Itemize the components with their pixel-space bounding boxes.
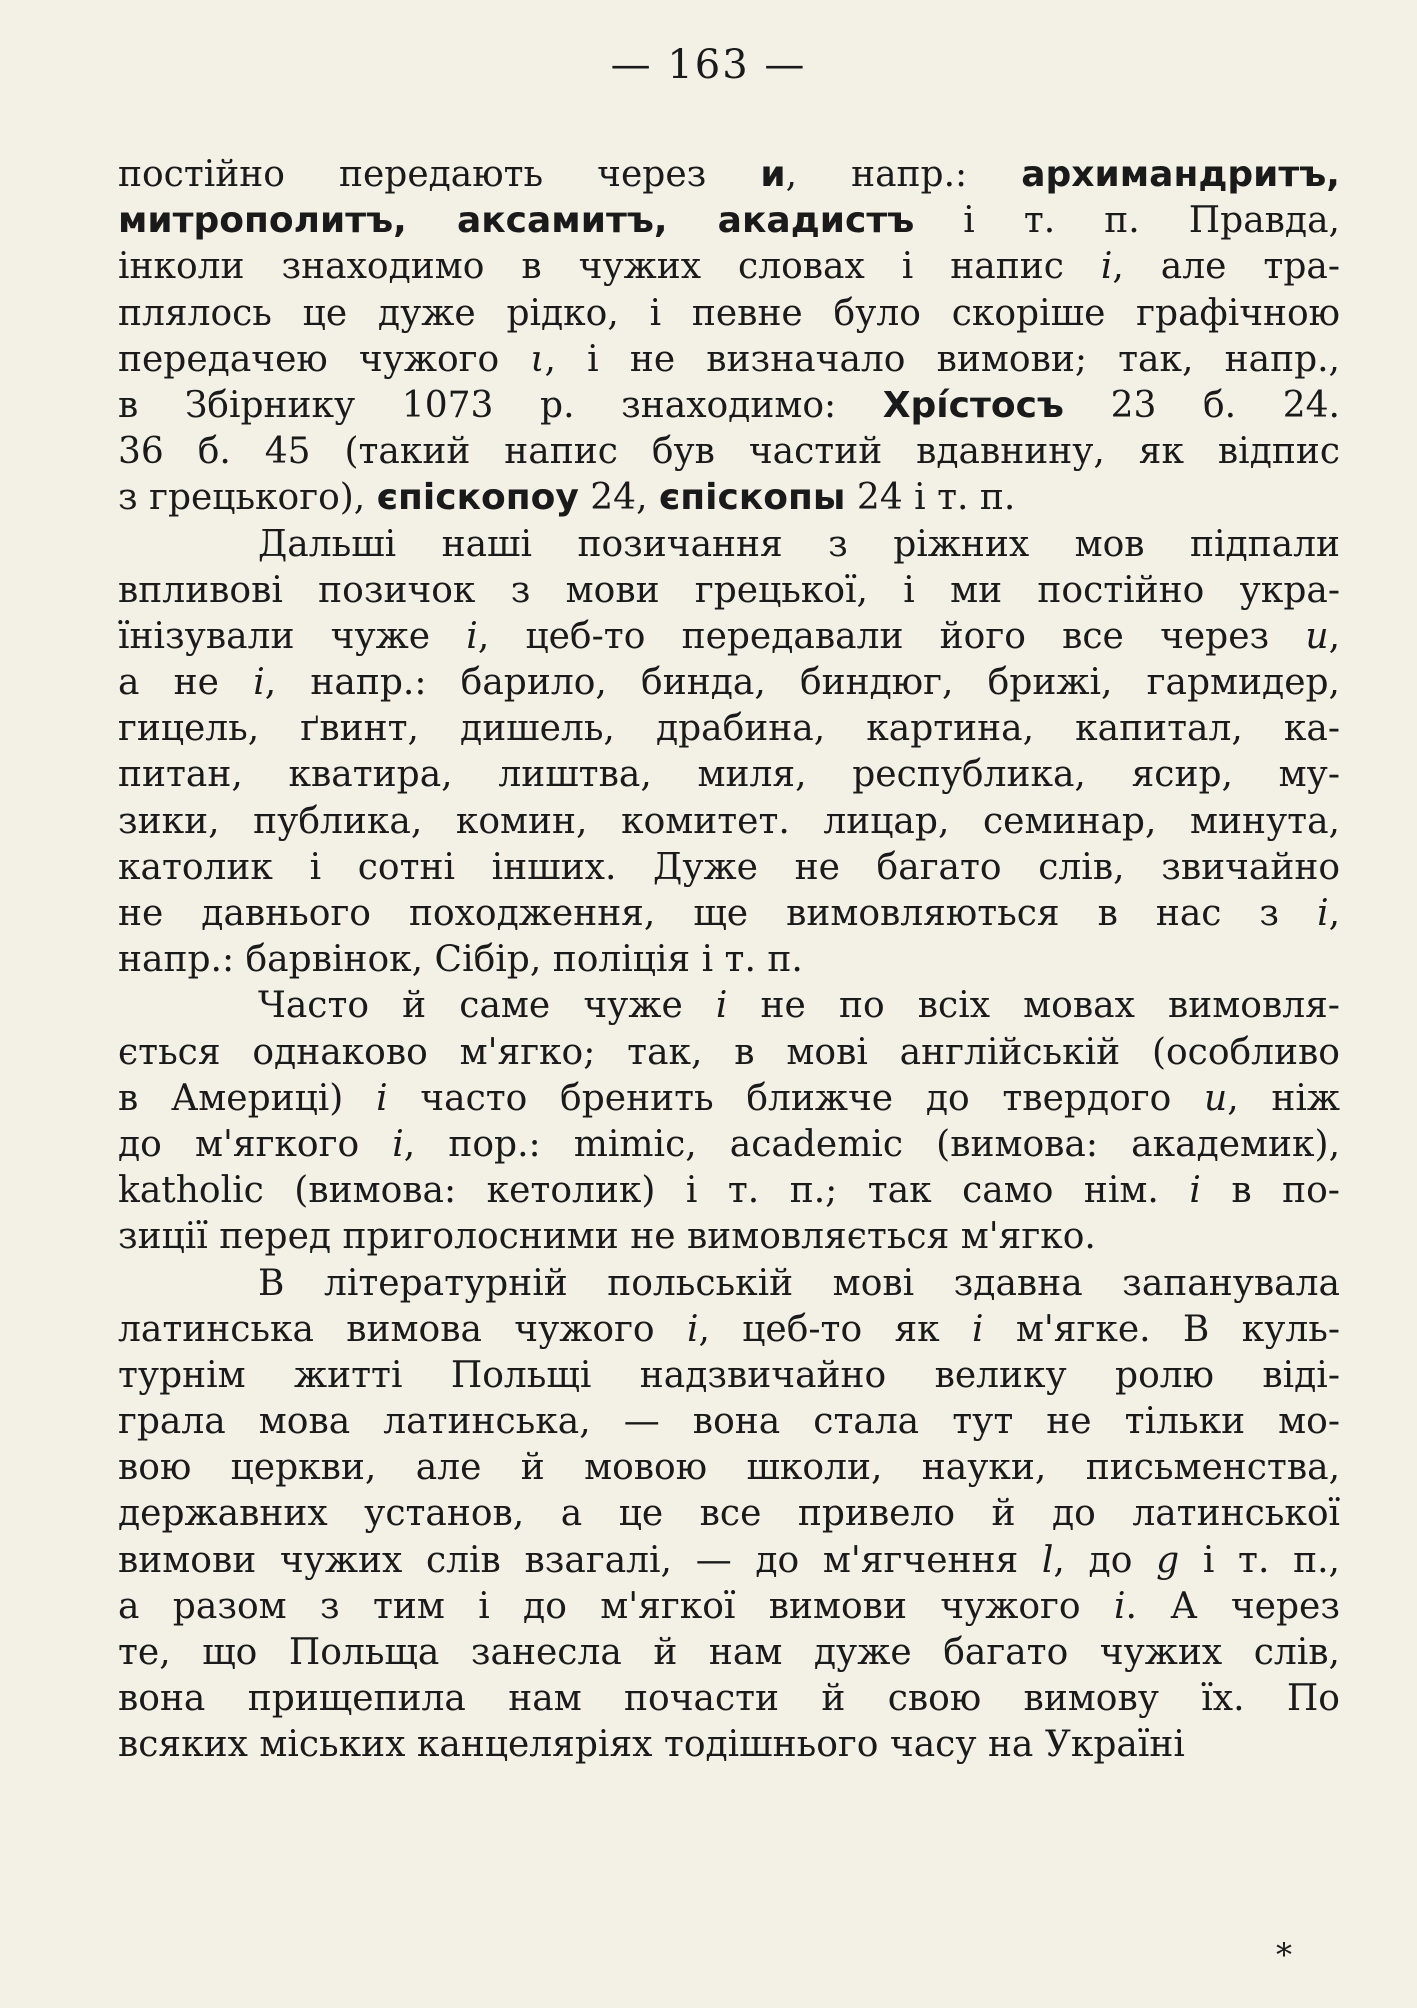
text-run: і [1189,1170,1201,1212]
text-line [118,799,1340,845]
text-line [118,568,1340,614]
text-run: латинська вимова чужого [118,1308,687,1350]
text-run: в Америці) [118,1077,377,1119]
text-run: і [466,615,478,657]
text-line [118,1584,1340,1630]
text-line [118,244,1340,290]
text-line [118,1030,1340,1076]
text-line [118,1261,1340,1307]
text-run: питан, кватира, лиштва, миля, республика, ясир, му- [118,754,1341,796]
body-text [118,152,1340,1769]
text-run: а не [118,662,254,704]
text-run: g [1156,1539,1180,1581]
text-run: інколи знаходимо в чужих словах і напис [118,246,1101,288]
text-run: і [686,1308,699,1350]
church-slavonic-word: Хрі́стосъ [882,384,1064,426]
text-run: ється однаково м'ягко; так, в мові англійській (особливо [118,1031,1340,1073]
text-line [118,1353,1340,1399]
text-run: , напр.: барило, бинда, биндюг, брижі, гармидер, [264,662,1340,704]
text-run: і т. п. Правда, [914,200,1340,242]
text-line [118,152,1340,198]
text-run: 36 б. 45 (такий напис був частий вдавнину, як відпис [118,431,1341,473]
text-run: з грецького), [118,477,377,519]
text-line [118,614,1340,660]
text-line [118,1399,1340,1445]
text-run: державних установ, а це все привело й до латинської [118,1493,1341,1535]
text-run: в Збірнику 1073 р. знаходимо: [118,384,883,426]
text-run: . А через [1125,1585,1340,1627]
text-line [118,1168,1340,1214]
text-run: в по- [1200,1170,1340,1212]
text-line [118,1722,1340,1768]
text-run: не по всіх мовах вимовля- [727,985,1340,1027]
text-run: напр.: барвінок, Сібір, поліція і т. п. [118,939,803,981]
text-run: В літературній польській мові здавна запанувала [258,1262,1340,1304]
text-line [118,891,1340,937]
text-line [118,983,1340,1029]
text-line [118,937,1340,983]
church-slavonic-word: митрополитъ, аксамитъ, акадистъ [118,200,915,242]
text-run: часто бренить ближче до твердого [387,1077,1205,1119]
text-run: а разом з тим і до м'ягкої вимови чужого [118,1585,1114,1627]
text-line [118,198,1340,244]
text-run: 24, [578,477,659,519]
text-run: і [1317,893,1329,934]
text-line [118,1445,1340,1491]
text-run: і [1113,1585,1126,1627]
page-number: — 163 — [610,42,807,88]
text-run: не давнього походження, ще вимовляються в нас з [118,893,1318,934]
text-run: вимови чужих слів взагалі, — до м'ягчення [118,1539,1042,1581]
text-line [118,429,1340,475]
text-line [118,291,1340,337]
text-line [118,337,1340,383]
text-run: м'ягке. В куль- [983,1308,1341,1350]
text-run: те, що Польща занесла й нам дуже багато чужих слів, [118,1632,1340,1673]
text-line [118,845,1340,891]
text-run: грала мова латинська, — вона стала тут не тільки мо- [118,1401,1340,1443]
footnote-mark: * [1276,1936,1292,1974]
text-line [118,1676,1340,1722]
text-run: постійно передають через [118,154,761,195]
text-run: , ніж [1227,1077,1341,1119]
text-run: зиції перед приголосними не вимовляється м'ягко. [118,1216,1096,1258]
text-run: , але тра- [1112,246,1341,288]
text-run: католик і сотні інших. Дуже не багато слів, звичайно [118,846,1341,888]
text-run: і [376,1077,388,1119]
text-run: і [1100,246,1113,288]
text-run: і [715,985,728,1027]
text-line [118,1122,1340,1168]
text-run: і [972,1308,984,1350]
text-run: , [1328,615,1341,657]
text-line [118,706,1340,752]
text-line [118,1538,1340,1584]
text-run: katholic (вимова: кетолик) і т. п.; так само нім. [118,1170,1190,1212]
text-run: їнізували чуже [118,615,467,657]
text-run: 23 б. 24. [1063,384,1340,426]
text-run: и [1305,615,1329,657]
text-line [118,1630,1340,1676]
text-run: , напр.: [785,154,1022,195]
text-run: і [392,1123,404,1165]
text-run: и [1204,1077,1228,1119]
text-run: всяких міських канцеляріях тодішнього часу на Україні [118,1724,1185,1766]
text-run: і т. п., [1179,1539,1340,1581]
text-run: , цеб-то передавали його все через [477,615,1306,657]
text-line [118,383,1340,429]
text-run: зики, публика, комин, комитет. лицар, семинар, минута, [118,800,1340,842]
text-line [118,752,1340,798]
text-run: і [253,662,265,704]
text-line [118,1214,1340,1260]
text-run: до м'ягкого [118,1123,393,1165]
church-slavonic-word: єпіскопы [658,477,846,519]
text-run: плялось це дуже рідко, і певне було скоріше графічною [118,292,1341,334]
text-run: впливові позичок з мови грецької, і ми постійно укра- [118,569,1340,611]
church-slavonic-word: и [760,154,786,195]
text-run: l [1041,1539,1054,1581]
text-line [118,660,1340,706]
text-line [118,1491,1340,1537]
text-run: 24 і т. п. [845,477,1016,519]
text-line [118,1307,1340,1353]
text-run: , цеб-то як [698,1308,973,1350]
text-run: , пор.: mimic, academic (вимова: академик), [403,1123,1341,1165]
church-slavonic-word: архимандритъ, [1021,154,1340,195]
text-line [118,522,1340,568]
text-run: турнім житті Польщі надзвичайно велику ролю віді- [118,1354,1340,1396]
text-run: Часто й саме чуже [258,985,716,1027]
text-line [118,1076,1340,1122]
church-slavonic-word: єпіскопоу [376,477,579,519]
text-run: , [1328,893,1341,934]
text-run: вою церкви, але й мовою школи, науки, письменства, [118,1447,1341,1489]
text-run: , і не визначало вимови; так, напр., [544,338,1341,380]
text-run: ι [530,338,545,380]
text-run: передачею чужого [118,338,531,380]
text-run: гицель, ґвинт, дишель, драбина, картина, капитал, ка- [118,708,1340,750]
text-run: , до [1053,1539,1157,1581]
text-line [118,475,1340,521]
text-run: Дальші наші позичання з ріжних мов підпали [258,523,1340,565]
text-run: вона прищепила нам почасти й свою вимову їх. По [118,1678,1340,1720]
